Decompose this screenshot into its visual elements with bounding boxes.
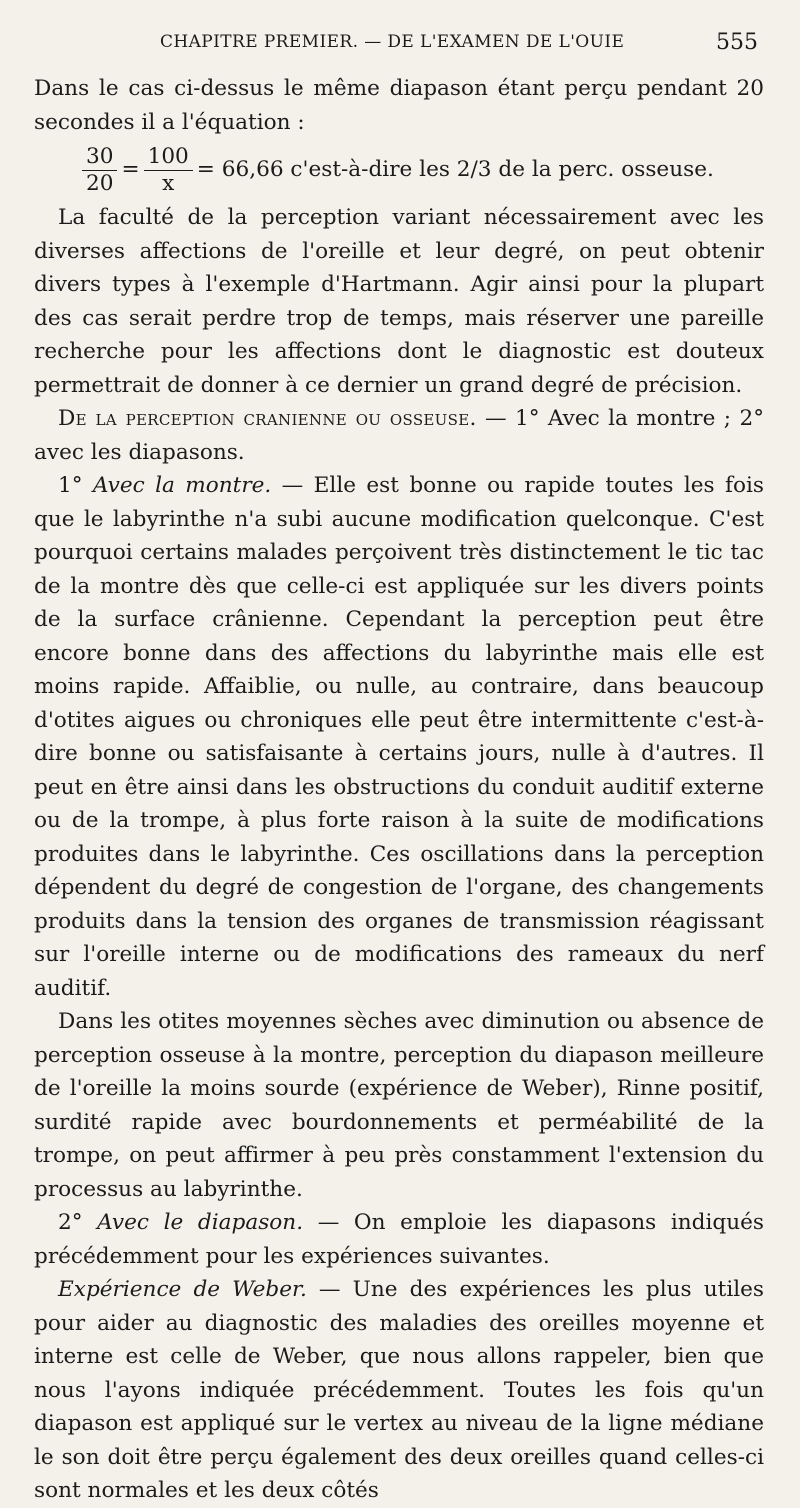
paragraph-types: La faculté de la perception variant nécessairement avec les diverses affections de l'oreille et leur degré, on peut obtenir divers types à l'exemple d'Hartmann. Agir ainsi pour la plupart des cas serait perdre trop de temps, mais réserver une pareille recherche pour les affections dont le diagnostic est douteux permettrait de donner à ce dernier un grand degré de précision. — [34, 205, 764, 398]
paragraph-montre — [34, 469, 764, 1005]
subheading-montre: Avec la montre. — [92, 473, 272, 498]
paragraph-diapason-text: — On emploie les diapasons indiqués précédemment pour les expériences suivantes. — [34, 1210, 764, 1269]
running-header — [0, 30, 800, 60]
paragraph-otites: Dans les otites moyennes sèches avec diminution ou absence de perception osseuse à la montre, perception du diapason meilleure de l'oreille la moins sourde (expérience de Weber), Rinne positif, surdité rapide avec bourdonnements et perméabilité de la trompe, on peut affirmer à peu près constamment l'extension du processus au labyrinthe. — [34, 1009, 764, 1202]
equals-sign: = — [121, 157, 140, 183]
paragraph-weber-text: — Une des expériences les plus utiles pour aider au diagnostic des maladies des oreilles moyenne et interne est celle de Weber, que nous allons rappeler, bien que nous l'ayons indiquée précédemment. Toutes les fois qu'un diapason est appliqué sur le vertex au niveau de la ligne médiane le son doit être perçu également des deux oreilles quand celles-ci sont normales et les deux côtés — [34, 1277, 764, 1503]
section-heading: De la perception cranienne ou osseuse. — [58, 406, 477, 431]
body-text — [34, 72, 764, 1508]
equation-result: = 66,66 c'est-à-dire les 2/3 de la perc. osseuse. — [196, 157, 714, 183]
fraction-one-numerator: 30 — [82, 144, 117, 171]
list-number: 1° — [58, 473, 93, 498]
fraction-one — [82, 144, 117, 197]
fraction-two-denominator: x — [162, 170, 175, 196]
fraction-two-numerator: 100 — [144, 144, 193, 171]
fraction-two — [144, 144, 193, 197]
paragraph-diapason — [34, 1206, 764, 1273]
paragraph-montre-text: — Elle est bonne ou rapide toutes les fois que le labyrinthe n'a subi aucune modification quelconque. C'est pourquoi certains malades perçoivent très distinctement le tic tac de la montre dès que celle-ci est appliquée sur les divers points de la surface crânienne. Cependant la perception peut être encore bonne dans des affections du labyrinthe mais elle est moins rapide. Affaiblie, ou nulle, au contraire, dans beaucoup d'otites aigues ou chroniques elle peut être intermittente c'est-à-dire bonne ou satisfaisante à certains jours, nulle à d'autres. Il peut en être ainsi dans les obstructions du conduit auditif externe ou de la trompe, à plus forte raison à la suite de modifications produites dans le labyrinthe. Ces oscillations dans la perception dépendent du degré de congestion de l'organe, des changements produits dans la tension des organes de transmission réagissant sur l'oreille interne ou de modifications des rameaux du nerf auditif. — [34, 473, 764, 1001]
paragraph-weber — [34, 1273, 764, 1508]
section-heading-text: — 1° Avec la montre ; 2° avec les diapasons. — [34, 406, 764, 465]
subheading-diapason: Avec le diapason. — [97, 1210, 304, 1235]
fraction-one-denominator: 20 — [86, 170, 114, 196]
paragraph-section-heading — [34, 402, 764, 469]
chapter-title: CHAPITRE PREMIER. — DE L'EXAMEN DE L'OUIE — [160, 32, 625, 52]
equation — [82, 139, 764, 201]
page-number: 555 — [716, 30, 758, 55]
subheading-weber: Expérience de Weber. — [58, 1277, 307, 1302]
paragraph-intro: Dans le cas ci-dessus le même diapason étant perçu pendant 20 secondes il a l'équation : — [34, 76, 764, 135]
list-number: 2° — [58, 1210, 98, 1235]
